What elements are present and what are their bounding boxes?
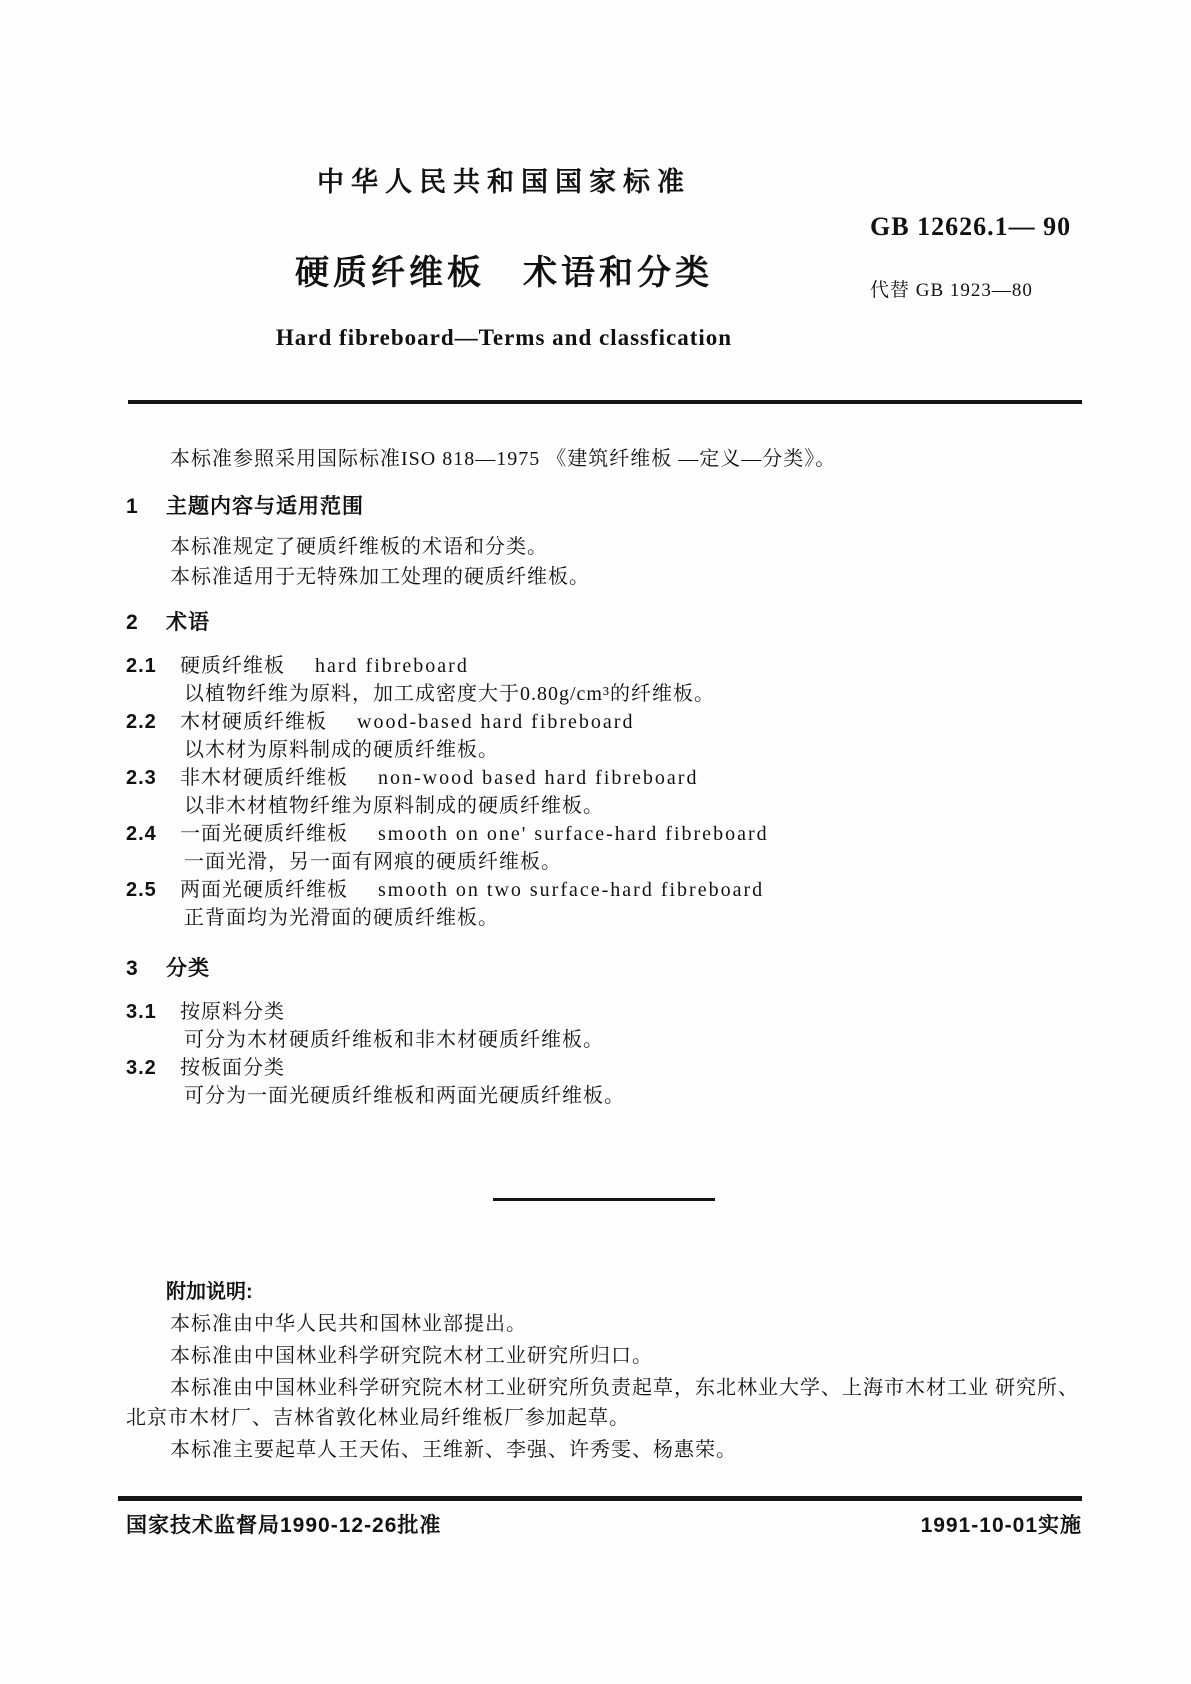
section-1-number: 1 bbox=[126, 495, 139, 518]
footer-divider-rule bbox=[118, 1496, 1082, 1501]
term-2-5-number: 2.5 bbox=[126, 879, 157, 901]
item-3-2-text: 可分为一面光硬质纤维板和两面光硬质纤维板。 bbox=[184, 1085, 625, 1107]
term-2-3-name-cn: 非木材硬质纤维板 bbox=[180, 767, 348, 789]
term-2-3-name-en: non-wood based hard fibreboard bbox=[378, 767, 699, 789]
term-2-1-name-cn: 硬质纤维板 bbox=[180, 655, 285, 677]
section-3-heading bbox=[126, 954, 1082, 984]
classification-item-heading bbox=[126, 998, 1082, 1026]
term-2-2-name-cn: 木材硬质纤维板 bbox=[180, 711, 327, 733]
section-3-number: 3 bbox=[126, 957, 139, 980]
term-entry-heading bbox=[126, 708, 1082, 736]
section-1-paragraph: 本标准规定了硬质纤维板的术语和分类。 bbox=[170, 536, 548, 558]
section-2-title: 术语 bbox=[166, 611, 210, 634]
term-entry-heading bbox=[126, 876, 1082, 904]
term-2-4-name-cn: 一面光硬质纤维板 bbox=[180, 823, 348, 845]
national-standard-label: 中华人民共和国国家标准 bbox=[317, 167, 691, 197]
document-footer bbox=[126, 1496, 1082, 1541]
section-1-title: 主题内容与适用范围 bbox=[166, 495, 364, 518]
section-1-heading bbox=[126, 492, 1082, 522]
end-of-text-separator bbox=[493, 1198, 715, 1201]
term-2-1-name-en: hard fibreboard bbox=[315, 655, 469, 677]
note-drafted-by: 本标准由中国林业科学研究院木材工业研究所负责起草，东北林业大学、上海市木材工业 研究所、北京市木材厂、吉林省敦化林业局纤维板厂参加起草。 bbox=[126, 1377, 1079, 1429]
replaces-standard-label: 代替 GB 1923—80 bbox=[870, 280, 1033, 301]
intro-paragraph: 本标准参照采用国际标准ISO 818—1975 《建筑纤维板 —定义—分类》。 bbox=[170, 448, 837, 470]
term-2-3-number: 2.3 bbox=[126, 767, 157, 789]
term-2-1-number: 2.1 bbox=[126, 655, 157, 677]
header-divider-rule bbox=[128, 400, 1082, 404]
term-2-1-definition: 以植物纤维为原料，加工成密度大于0.80g/cm³的纤维板。 bbox=[184, 683, 715, 705]
item-3-1-title: 按原料分类 bbox=[180, 1001, 285, 1023]
term-2-5-definition: 正背面均为光滑面的硬质纤维板。 bbox=[184, 907, 499, 929]
document-body bbox=[126, 444, 1082, 1465]
term-2-2-definition: 以木材为原料制成的硬质纤维板。 bbox=[184, 739, 499, 761]
document-title-cn: 硬质纤维板 术语和分类 bbox=[295, 254, 713, 292]
term-2-4-definition: 一面光滑，另一面有网痕的硬质纤维板。 bbox=[184, 851, 562, 873]
section-2-number: 2 bbox=[126, 611, 139, 634]
classification-item-heading bbox=[126, 1054, 1082, 1082]
item-3-2-title: 按板面分类 bbox=[180, 1057, 285, 1079]
term-entry-heading bbox=[126, 820, 1082, 848]
document-header bbox=[126, 0, 1082, 352]
term-entry-heading bbox=[126, 652, 1082, 680]
term-entry-heading bbox=[126, 764, 1082, 792]
standard-number: GB 12626.1— 90 bbox=[870, 212, 1072, 241]
term-2-5-name-cn: 两面光硬质纤维板 bbox=[180, 879, 348, 901]
term-2-4-name-en: smooth on one' surface-hard fibreboard bbox=[378, 823, 769, 845]
additional-notes-title: 附加说明: bbox=[166, 1281, 253, 1303]
item-3-2-number: 3.2 bbox=[126, 1057, 157, 1079]
section-3-title: 分类 bbox=[166, 957, 210, 980]
section-1-paragraph: 本标准适用于无特殊加工处理的硬质纤维板。 bbox=[170, 566, 590, 588]
approval-text: 国家技术监督局1990-12-26批准 bbox=[126, 1514, 442, 1537]
section-2-heading bbox=[126, 608, 1082, 638]
implementation-text: 1991-10-01实施 bbox=[920, 1514, 1082, 1537]
term-2-5-name-en: smooth on two surface-hard fibreboard bbox=[378, 879, 765, 901]
term-2-4-number: 2.4 bbox=[126, 823, 157, 845]
additional-notes bbox=[126, 1277, 1082, 1465]
note-chief-drafters: 本标准主要起草人王天佑、王维新、李强、许秀雯、杨惠荣。 bbox=[170, 1439, 737, 1461]
term-2-2-name-en: wood-based hard fibreboard bbox=[357, 711, 635, 733]
item-3-1-text: 可分为木材硬质纤维板和非木材硬质纤维板。 bbox=[184, 1029, 604, 1051]
item-3-1-number: 3.1 bbox=[126, 1001, 157, 1023]
term-2-3-definition: 以非木材植物纤维为原料制成的硬质纤维板。 bbox=[184, 795, 604, 817]
note-centralized-by: 本标准由中国林业科学研究院木材工业研究所归口。 bbox=[170, 1345, 653, 1367]
term-2-2-number: 2.2 bbox=[126, 711, 157, 733]
document-title-en: Hard fibreboard—Terms and classfication bbox=[275, 325, 733, 350]
note-proposed-by: 本标准由中华人民共和国林业部提出。 bbox=[170, 1313, 527, 1335]
